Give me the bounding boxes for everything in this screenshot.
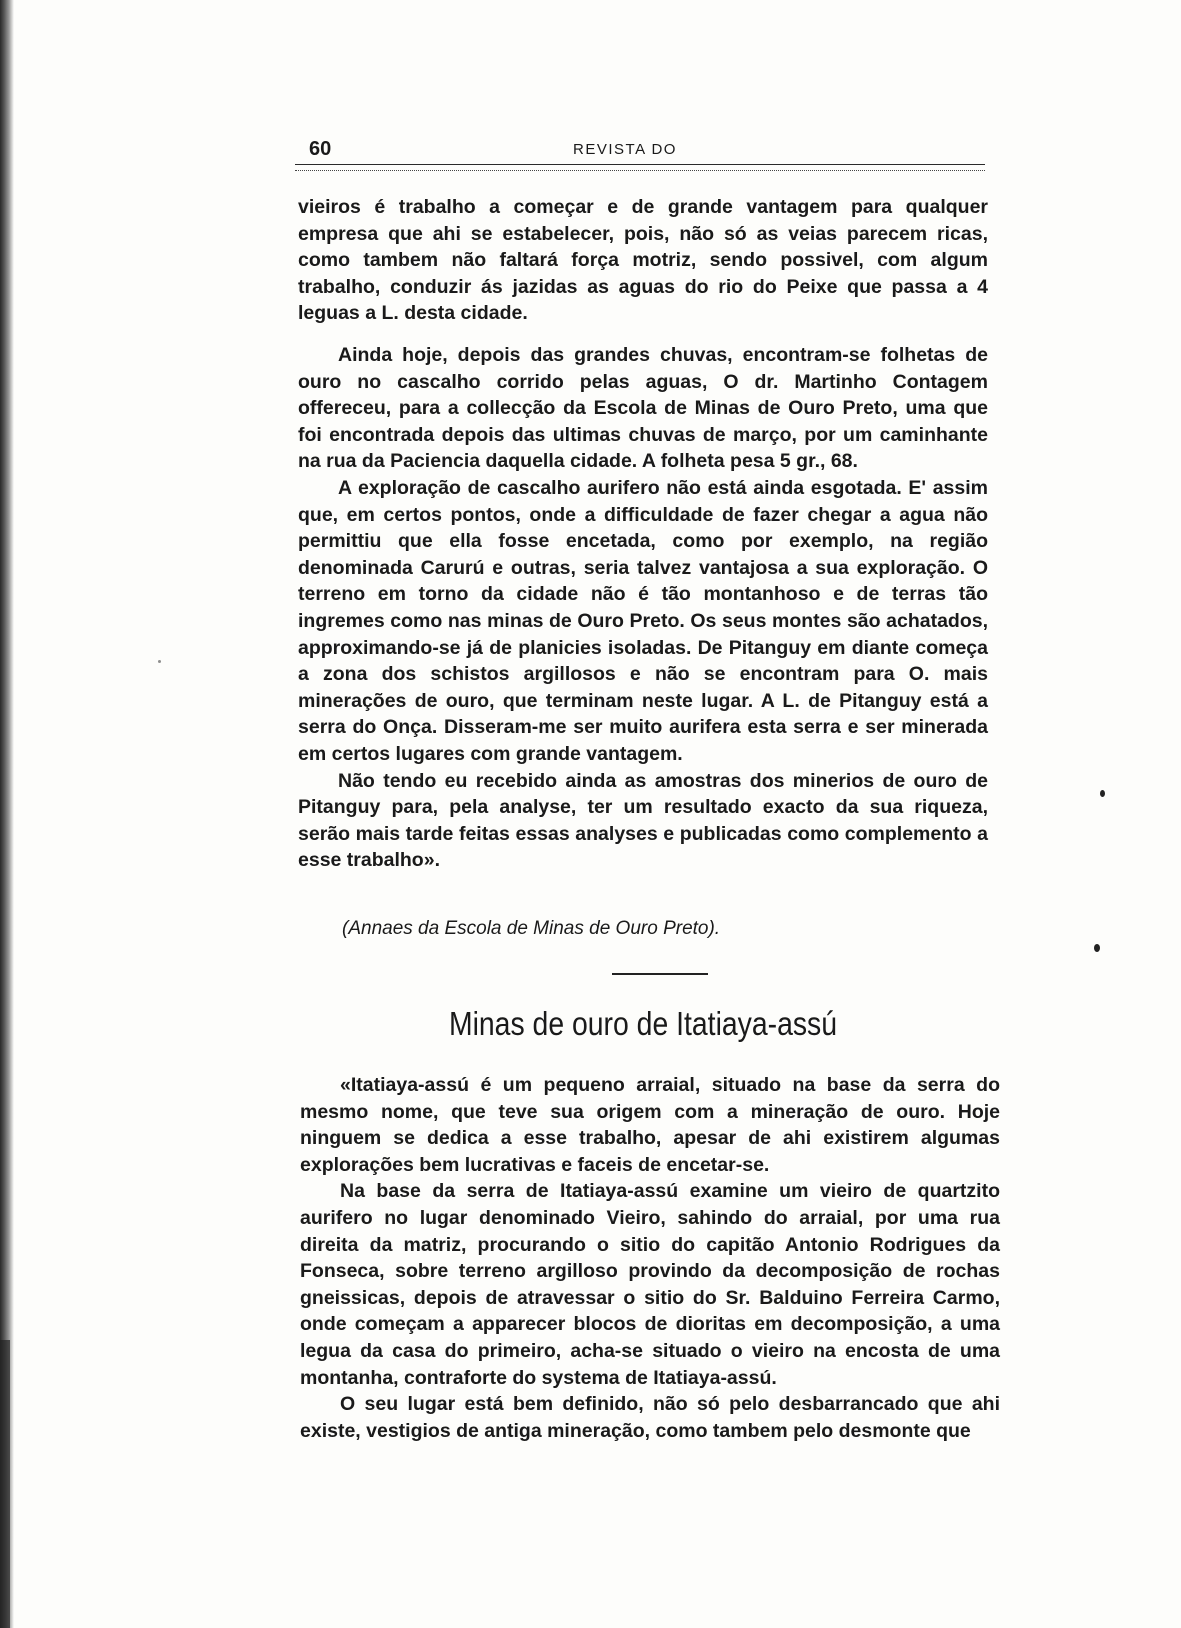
journal-title: REVISTA DO <box>573 141 677 158</box>
paragraph: Ainda hoje, depois das grandes chuvas, encontram-se folhetas de ouro no cascalho corrido pelas aguas, O dr. Martinho Contagem offereceu, para a collecção da Escola de Minas de Ouro Preto, uma que foi encontrada depois das ultimas chuvas de março, por um caminhante na rua da Paciencia daquella cidade. A folheta pesa 5 gr., 68. <box>298 344 988 473</box>
paragraph: vieiros é trabalho a começar e de grande vantagem para qualquer empresa que ahi se estabelecer, pois, não só as veias parecem ricas, como tambem não faltará força motriz, sendo possivel, com algum trabalho, conduzir ás jazidas as aguas do rio do Peixe que passa a 4 leguas a L. desta cidade. <box>298 196 988 325</box>
section-body <box>300 1072 1000 1444</box>
paragraph: O seu lugar está bem definido, não só pelo desbarrancado que ahi existe, vestigios de antiga mineração, como tambem pelo desmonte que <box>300 1393 1000 1442</box>
page-number: 60 <box>309 138 332 160</box>
ink-speck <box>158 660 161 663</box>
article-body <box>298 342 988 874</box>
running-header <box>295 138 985 160</box>
ink-speck <box>1100 790 1105 797</box>
paragraph: Não tendo eu recebido ainda as amostras dos minerios de ouro de Pitanguy para, pela analyse, ter um resultado exacto da sua riqueza, serão mais tarde feitas essas analyses e publicadas como complemento a esse trabalho». <box>298 769 988 872</box>
section-separator <box>612 973 708 975</box>
source-citation: (Annaes da Escola de Minas de Ouro Preto). <box>342 918 721 939</box>
header-rule <box>295 164 985 171</box>
paragraph: «Itatiaya-assú é um pequeno arraial, situado na base da serra do mesmo nome, que teve sua origem com a mineração de ouro. Hoje ninguem se dedica a esse trabalho, apesar de ahi existirem algumas explorações bem lucrativas e faceis de encetar-se. <box>300 1074 1000 1176</box>
paragraph: A exploração de cascalho aurifero não está ainda esgotada. E' assim que, em certos pontos, onde a difficuldade de fazer chegar a agua não permittiu que ella fosse encetada, como por exemplo, na região denominada Carurú e outras, seria talvez vantajosa a sua exploração. O terreno em torno da cidade não é tão montanhoso e de terras tão ingremes como nas minas de Ouro Preto. Os seus montes são achatados, approximando-se já de planicies isoladas. De Pitanguy em diante começa a zona dos schistos argillosos e não se encontram para O. mais minerações de ouro, que terminam neste lugar. A L. de Pitanguy está a serra do Onça. Disseram-me ser muito aurifera esta serra e ser minerada em certos lugares com grande vantagem. <box>298 476 988 765</box>
section-title: Minas de ouro de Itatiaya-assú <box>448 1005 838 1042</box>
paragraph: Na base da serra de Itatiaya-assú examine um vieiro de quartzito aurifero no lugar denominado Vieiro, sahindo do arraial, por uma rua direita da matriz, procurando o sitio do capitão Antonio Rodrigues da Fonseca, sobre terreno argilloso provindo da decomposição de rochas gneissicas, depois de atravessar o sitio do Sr. Balduino Ferreira Carmo, onde começam a apparecer blocos de dioritas em decomposição, a uma legua da casa do primeiro, acha-se situado o vieiro na encosta de uma montanha, contraforte do systema de Itatiaya-assú. <box>300 1180 1000 1389</box>
continued-text <box>298 194 988 327</box>
binding-shadow <box>0 1340 10 1628</box>
ink-speck <box>1094 944 1100 952</box>
